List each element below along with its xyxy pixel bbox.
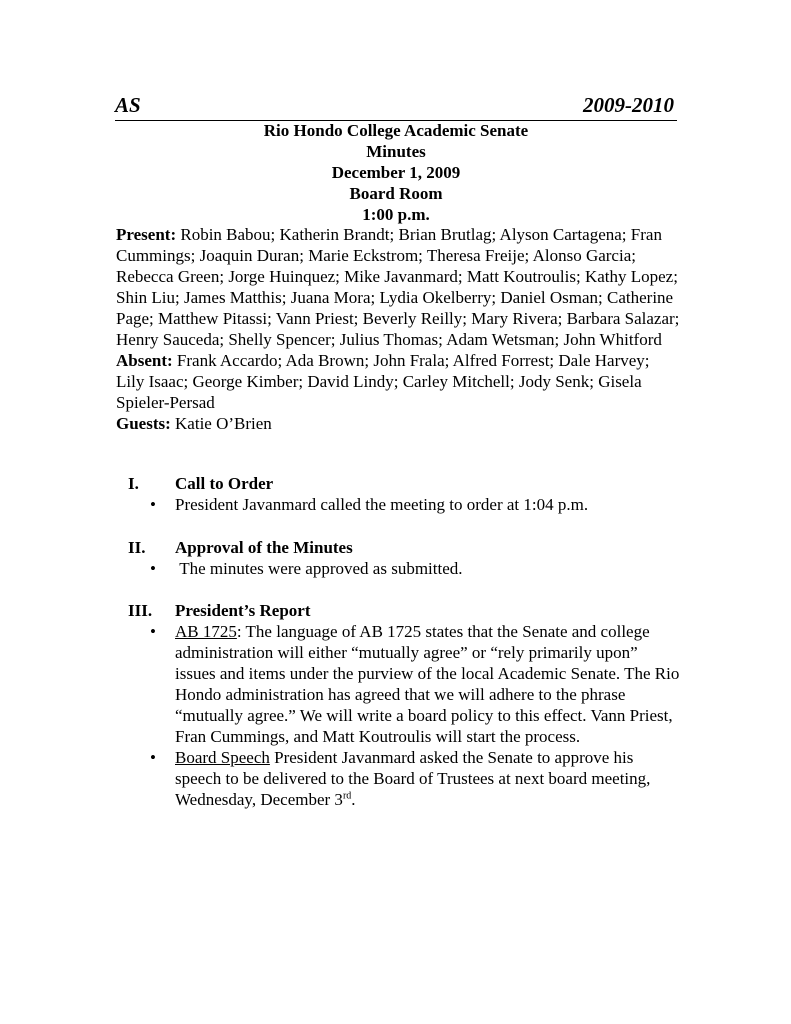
bullet-icon: • bbox=[150, 495, 156, 514]
bullet-icon: • bbox=[150, 748, 156, 767]
meeting-date: December 1, 2009 bbox=[331, 163, 461, 182]
page-header bbox=[115, 92, 677, 121]
absent-label: Absent: bbox=[116, 351, 173, 370]
board-speech-heading: Board Speech bbox=[175, 748, 270, 767]
bullet-text: : The language of AB 1725 states that the Senate and college administration will either “mutually agree” or “rely primarily upon” issues and items under the purview of the local Academic Senate. The Rio Hondo administration has agreed that we will adhere to the phrase “mutually agree.” We will write a board policy to this effect. Vann Priest, Fran Cummings, and Matt Koutroulis will start the process. bbox=[175, 622, 680, 746]
list-item bbox=[128, 494, 680, 515]
bullet-text: President Javanmard asked the Senate to approve his speech to be delivered to the Board of Trustees at next board meeting, Wednesday, December 3 bbox=[175, 748, 651, 809]
absent-paragraph bbox=[116, 350, 682, 413]
section-title: President’s Report bbox=[175, 601, 311, 620]
bullet-list bbox=[128, 621, 688, 810]
bullet-list bbox=[128, 558, 688, 579]
attendance-block bbox=[116, 224, 682, 434]
bullet-text: President Javanmard called the meeting to order at 1:04 p.m. bbox=[175, 495, 589, 514]
list-item bbox=[128, 558, 680, 579]
present-label: Present: bbox=[116, 225, 177, 244]
bullet-icon: • bbox=[150, 622, 156, 641]
section-number: I. bbox=[128, 474, 139, 493]
guests-list: Katie O’Brien bbox=[170, 414, 272, 433]
header-left-label: AS bbox=[115, 93, 141, 117]
bullet-icon: • bbox=[150, 559, 156, 578]
section-heading bbox=[128, 600, 688, 621]
bullet-tail: . bbox=[351, 790, 356, 809]
guests-label: Guests: bbox=[116, 414, 171, 433]
section-number: III. bbox=[128, 601, 153, 620]
present-list: Robin Babou; Katherin Brandt; Brian Brutlag; Alyson Cartagena; Fran Cummings; Joaquin Duran; Marie Eckstrom; Theresa Freije; Alonso Garcia; Rebecca Green; Jorge Huinquez; Mike Javanmard; Matt Koutroulis; Kathy Lopez; Shin Liu; James Matthis; Juana Mora; Lydia Okelberry; Daniel Osman; Catherine Page; Matthew Pitassi; Vann Priest; Beverly Reilly; Mary Rivera; Barbara Salazar; Henry Sauceda; Shelly Spencer; Julius Thomas; Adam Wetsman; John Whitford bbox=[116, 225, 680, 349]
section-title: Call to Order bbox=[175, 474, 274, 493]
bullet-text: The minutes were approved as submitted. bbox=[175, 559, 463, 578]
meeting-time: 1:00 p.m. bbox=[362, 205, 430, 224]
doc-type: Minutes bbox=[366, 142, 426, 161]
list-item bbox=[128, 747, 680, 810]
guests-paragraph bbox=[116, 413, 682, 434]
section-heading bbox=[128, 473, 688, 494]
meeting-location: Board Room bbox=[349, 184, 443, 203]
present-paragraph bbox=[116, 224, 682, 350]
org-title: Rio Hondo College Academic Senate bbox=[263, 121, 529, 140]
section-approval-of-minutes bbox=[128, 537, 688, 579]
title-block bbox=[115, 120, 677, 225]
section-number: II. bbox=[128, 538, 146, 557]
section-title: Approval of the Minutes bbox=[175, 538, 353, 557]
section-call-to-order bbox=[128, 473, 688, 515]
absent-list: Frank Accardo; Ada Brown; John Frala; Alfred Forrest; Dale Harvey; Lily Isaac; George Kimber; David Lindy; Carley Mitchell; Jody Senk; Gisela Spieler-Persad bbox=[116, 351, 650, 412]
list-item bbox=[128, 621, 680, 747]
ab1725-heading: AB 1725 bbox=[175, 622, 237, 641]
bullet-list bbox=[128, 494, 688, 515]
header-year: 2009-2010 bbox=[583, 93, 674, 117]
section-presidents-report bbox=[128, 600, 688, 810]
ordinal-suffix: rd bbox=[342, 790, 352, 802]
section-heading bbox=[128, 537, 688, 558]
